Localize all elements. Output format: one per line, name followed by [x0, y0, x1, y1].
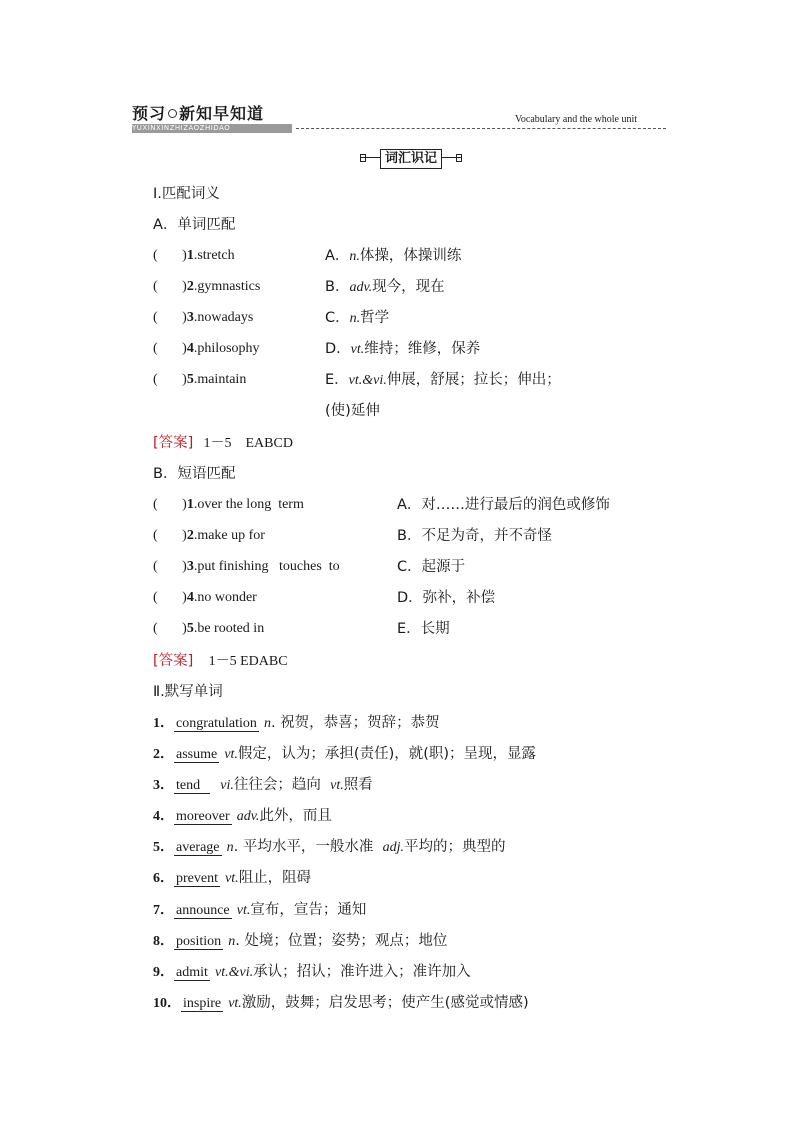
item-number: 3 — [186, 310, 194, 325]
list-item-option — [325, 244, 461, 265]
item-number: 3． — [153, 778, 174, 793]
blank-paren: ( ) — [153, 621, 187, 636]
item-number: 10． — [153, 996, 181, 1011]
definition: . 平均水平，一般水准 — [233, 839, 383, 855]
item-phrase: .put finishing touches to — [193, 559, 340, 574]
part-of-speech: vt. — [228, 996, 242, 1011]
item-number: 5 — [186, 372, 194, 387]
item-number: 2 — [186, 528, 194, 543]
part-of-speech: vt. — [225, 871, 239, 886]
part-of-speech: n — [226, 840, 234, 855]
list-item — [153, 742, 536, 763]
list-item-option — [325, 275, 445, 296]
part-of-speech: adv. — [236, 809, 260, 824]
answer-line — [153, 649, 288, 670]
definition: 长期 — [420, 621, 450, 637]
item-number: 2 — [186, 279, 194, 294]
section-title-cap-right — [456, 154, 462, 162]
option-letter: E． — [325, 372, 349, 388]
circle-icon — [168, 109, 177, 118]
item-phrase: .make up for — [193, 528, 265, 543]
item-word: .maintain — [193, 372, 247, 387]
list-item-option — [397, 586, 495, 607]
definition: 宣布，宣告；通知 — [250, 902, 367, 918]
part-of-speech: vt. — [350, 342, 365, 357]
answer-line — [153, 431, 293, 452]
list-item — [153, 773, 373, 794]
definition: 不足为奇，并不奇怪 — [421, 528, 552, 544]
blank-paren: ( ) — [153, 310, 187, 325]
answer-word: inspire — [183, 996, 222, 1011]
option-letter: A． — [397, 497, 422, 513]
list-item — [153, 275, 260, 295]
list-item — [153, 368, 246, 388]
header-pinyin: YUXINXINZHIZAOZHIDAO — [132, 124, 292, 133]
item-word: .philosophy — [193, 341, 260, 356]
list-item — [153, 493, 304, 513]
answer-word: admit — [176, 965, 208, 980]
answer-label: [答案] — [153, 435, 194, 451]
answer-word: average — [176, 840, 220, 855]
answer-value: 1－5 EABCD — [203, 436, 293, 451]
answer-value: 1－5 EDABC — [208, 654, 288, 669]
list-item — [153, 835, 505, 856]
part-of-speech: vt. — [224, 747, 238, 762]
list-item — [153, 711, 440, 732]
definition: 体操，体操训练 — [359, 248, 462, 264]
definition-continued: (使)延伸 — [325, 403, 380, 419]
blank-paren: ( ) — [153, 372, 187, 387]
item-number: 1 — [186, 248, 194, 263]
blank-paren: ( ) — [153, 590, 187, 605]
part-of-speech: vt.&vi. — [348, 373, 387, 388]
part-of-speech: n. — [349, 311, 361, 326]
list-item-option — [397, 524, 552, 545]
section-title-box — [360, 149, 462, 167]
item-number: 1． — [153, 716, 174, 731]
definition: 此外，而且 — [259, 808, 332, 824]
definition: 弥补，补偿 — [422, 590, 496, 606]
list-item — [153, 929, 447, 950]
part-of-speech: n — [228, 934, 236, 949]
blank-paren: ( ) — [153, 248, 187, 263]
option-letter: E． — [397, 621, 421, 637]
option-letter: B． — [397, 528, 422, 544]
item-word: .stretch — [193, 248, 235, 263]
part-of-speech: adj. — [382, 840, 404, 855]
part1-b-heading: B．短语匹配 — [153, 466, 236, 482]
part-of-speech: n. — [349, 249, 360, 264]
section-title-cap-left — [360, 154, 366, 162]
item-number: 6． — [153, 871, 174, 886]
definition: 往往会；趋向 — [233, 777, 331, 793]
list-item-option — [325, 306, 389, 327]
part1-heading: Ⅰ.匹配词义 — [153, 186, 220, 202]
item-number: 5． — [153, 840, 174, 855]
list-item-option — [325, 337, 480, 358]
item-number: 7． — [153, 903, 174, 918]
definition: 现今，现在 — [372, 279, 445, 295]
list-item — [153, 244, 235, 264]
list-item — [153, 586, 257, 606]
answer-label: [答案] — [153, 653, 194, 669]
header-divider — [296, 128, 666, 129]
list-item — [153, 337, 260, 357]
item-number: 4 — [186, 590, 194, 605]
answer-word: prevent — [176, 871, 218, 886]
definition: 假定，认为；承担(责任)，就(职)；呈现，显露 — [237, 746, 537, 762]
item-number: 4． — [153, 809, 174, 824]
list-item — [153, 524, 265, 544]
definition: 平均的；典型的 — [403, 839, 506, 855]
answer-word: tend — [174, 778, 210, 794]
definition: 维持；维修，保养 — [364, 341, 481, 357]
answer-word: assume — [176, 747, 218, 762]
blank-paren: ( ) — [153, 497, 187, 512]
option-letter: A． — [325, 248, 350, 264]
header-title-a: 预习 — [132, 104, 167, 123]
answer-word: announce — [176, 903, 230, 918]
option-letter: D． — [325, 341, 351, 357]
list-item-option — [397, 493, 610, 514]
option-letter: C． — [397, 559, 422, 575]
answer-word: moreover — [176, 809, 230, 824]
list-item-option — [397, 617, 450, 638]
section-title: 词汇识记 — [380, 149, 442, 169]
list-item — [153, 306, 253, 326]
item-word: .gymnastics — [193, 279, 261, 294]
definition: 对……进行最后的润色或修饰 — [421, 497, 610, 513]
item-phrase: .over the long term — [193, 497, 304, 512]
option-letter: B． — [325, 279, 350, 295]
item-phrase: .no wonder — [193, 590, 257, 605]
answer-word: position — [176, 934, 222, 949]
item-number: 3 — [186, 559, 194, 574]
list-item — [153, 866, 311, 887]
header-title — [132, 101, 264, 124]
part-of-speech: vt. — [236, 903, 251, 918]
definition: 承认；招认；准许进入；准许加入 — [253, 964, 471, 980]
part-of-speech: vi. — [220, 778, 234, 793]
definition: . 祝贺，恭喜；贺辞；恭贺 — [270, 715, 440, 731]
blank-paren: ( ) — [153, 279, 187, 294]
item-number: 8． — [153, 934, 174, 949]
definition: 起源于 — [421, 559, 466, 575]
item-number: 9． — [153, 965, 174, 980]
list-item — [153, 960, 471, 981]
list-item — [153, 804, 332, 825]
list-item — [153, 617, 264, 637]
list-item-option — [397, 555, 465, 576]
definition: 伸展，舒展；拉长；伸出； — [386, 372, 561, 388]
part1-a-heading: A．单词匹配 — [153, 217, 236, 233]
item-number: 5 — [186, 621, 194, 636]
definition: . 处境；位置；姿势；观点；地位 — [235, 933, 448, 949]
part-of-speech: vt.&vi. — [214, 965, 254, 980]
item-number: 2． — [153, 747, 174, 762]
part-of-speech: n — [263, 716, 271, 731]
blank-paren: ( ) — [153, 559, 187, 574]
item-phrase: .be rooted in — [193, 621, 265, 636]
option-letter: D． — [397, 590, 423, 606]
item-word: .nowadays — [193, 310, 254, 325]
answer-word: congratulation — [176, 716, 257, 731]
part2-heading: Ⅱ.默写单词 — [153, 684, 223, 700]
blank-paren: ( ) — [153, 528, 187, 543]
list-item — [153, 898, 366, 919]
list-item — [153, 991, 529, 1012]
list-item-option — [325, 368, 561, 389]
part-of-speech: adv. — [349, 280, 373, 295]
blank-paren: ( ) — [153, 341, 187, 356]
definition: 照看 — [343, 777, 373, 793]
list-item — [153, 555, 340, 575]
header-subtitle: Vocabulary and the whole unit — [515, 114, 638, 125]
option-letter: C． — [325, 310, 350, 326]
item-number: 4 — [186, 341, 194, 356]
header-title-b: 新知早知道 — [179, 104, 265, 123]
definition: 哲学 — [360, 310, 390, 326]
part-of-speech: vt. — [330, 778, 344, 793]
definition: 激励，鼓舞；启发思考；使产生(感觉或情感) — [241, 995, 529, 1011]
item-number: 1 — [186, 497, 194, 512]
definition: 阻止，阻碍 — [238, 870, 312, 886]
